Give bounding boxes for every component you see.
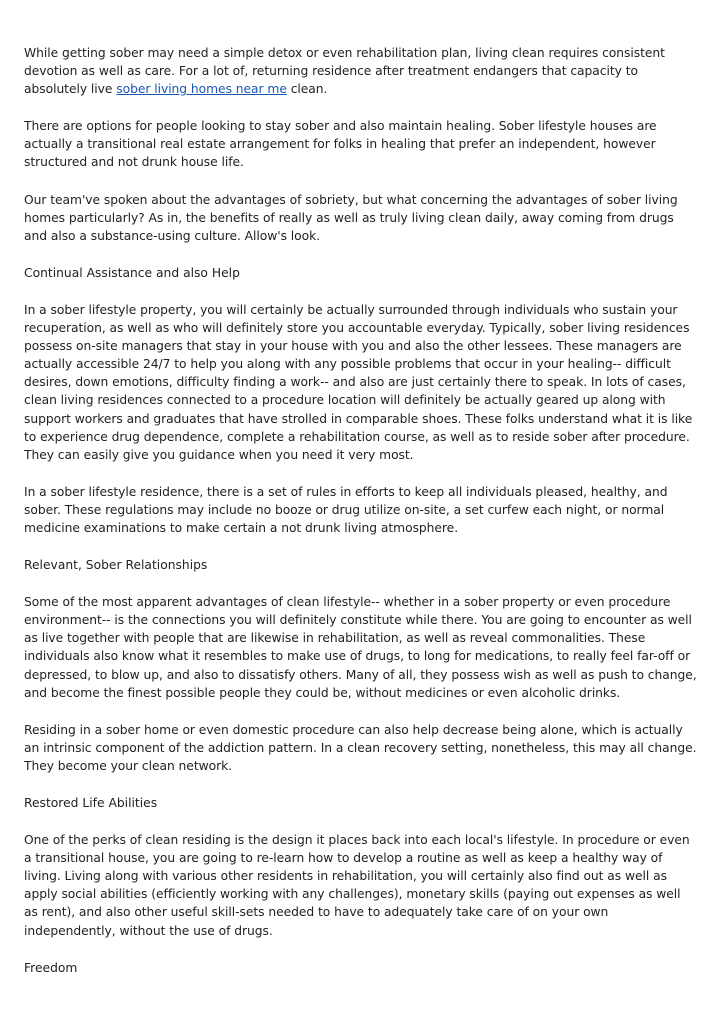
paragraph-advantages: Our team've spoken about the advantages of sobriety, but what concerning the advantages of sober living homes particularly? As in, the benefits of really as well as truly living clean daily, away coming from drugs and also a substance-using culture. Allow's look. (24, 192, 678, 243)
paragraph-options: There are options for people looking to stay sober and also maintain healing. Sober lifestyle houses are actually a transitional real estate arrangement for folks in healing that prefer an independent, however structured and not drunk house life. (24, 119, 657, 170)
section-heading-relationships: Relevant, Sober Relationships (24, 558, 208, 573)
paragraph-intro (24, 44, 698, 98)
paragraph-intro-text-before: While getting sober may need a simple detox or even rehabilitation plan, living clean requires consistent devotion as well as care. For a lot of, returning residence after treatment endangers that capacity to absolutely live (24, 46, 665, 97)
section-heading-life-abilities: Restored Life Abilities (24, 796, 158, 810)
paragraph-intro-text-after: clean. (286, 82, 328, 97)
section-heading-freedom: Freedom (24, 960, 78, 975)
paragraph-loneliness: Residing in a sober home or even domestic procedure can also help decrease being alone, which is actually an intrinsic component of the addiction pattern. In a clean recovery setting, nonetheless, this may all change. They become your clean network. (24, 722, 697, 773)
sober-living-homes-link[interactable]: sober living homes near me (116, 82, 287, 97)
paragraph-support: In a sober lifestyle property, you will certainly be actually surrounded through individuals who sustain your recuperation, as well as who will definitely store you accountable everyday. Typically, sober living residences possess on-site managers that stay in your house with you and also the other lessees. These managers are actually accessible 24/7 to help you along with any possible problems that occur in your healing-- difficult desires, down emotions, difficulty finding a work-- and also are just certainly there to speak. In lots of cases, clean living residences connected to a procedure location will definitely be actually geared up along with support workers and graduates that have strolled in comparable shoes. These folks understand what it is like to experience drug dependence, complete a rehabilitation course, as well as to reside sober after procedure. They can easily give you guidance when you need it very most. (24, 302, 693, 462)
paragraph-rules: In a sober lifestyle residence, there is a set of rules in efforts to keep all individuals pleased, healthy, and sober. These regulations may include no booze or drug utilize on-site, a set curfew each night, or normal medicine examinations to make certain a not drunk living atmosphere. (24, 484, 668, 535)
paragraph-structure: One of the perks of clean residing is the design it places back into each local's lifestyle. In procedure or even a transitional house, you are going to re-learn how to develop a routine as well as keep a healthy way of living. Living along with various other residents in rehabilitation, you will certainly also find out as well as apply social abilities (efficiently working with any challenges), monetary skills (paying out expenses as well as rent), and also other useful skill-sets needed to have to adequately take care of on your own independently, without the use of drugs. (24, 833, 690, 938)
document-body (24, 44, 698, 996)
paragraph-connections: Some of the most apparent advantages of clean lifestyle-- whether in a sober property or even procedure environment-- is the connections you will definitely constitute while there. You are going to encounter as well as live together with people that are likewise in rehabilitation, as well as reveal commonalities. These individuals also know what it resembles to make use of drugs, to long for medications, to really feel far-off or depressed, to blow up, and also to dissatisfy others. Many of all, they possess wish as well as push to change, and become the finest possible people they could be, without medicines or even alcoholic drinks. (24, 595, 697, 700)
section-heading-continual-assistance: Continual Assistance and also Help (24, 265, 240, 280)
